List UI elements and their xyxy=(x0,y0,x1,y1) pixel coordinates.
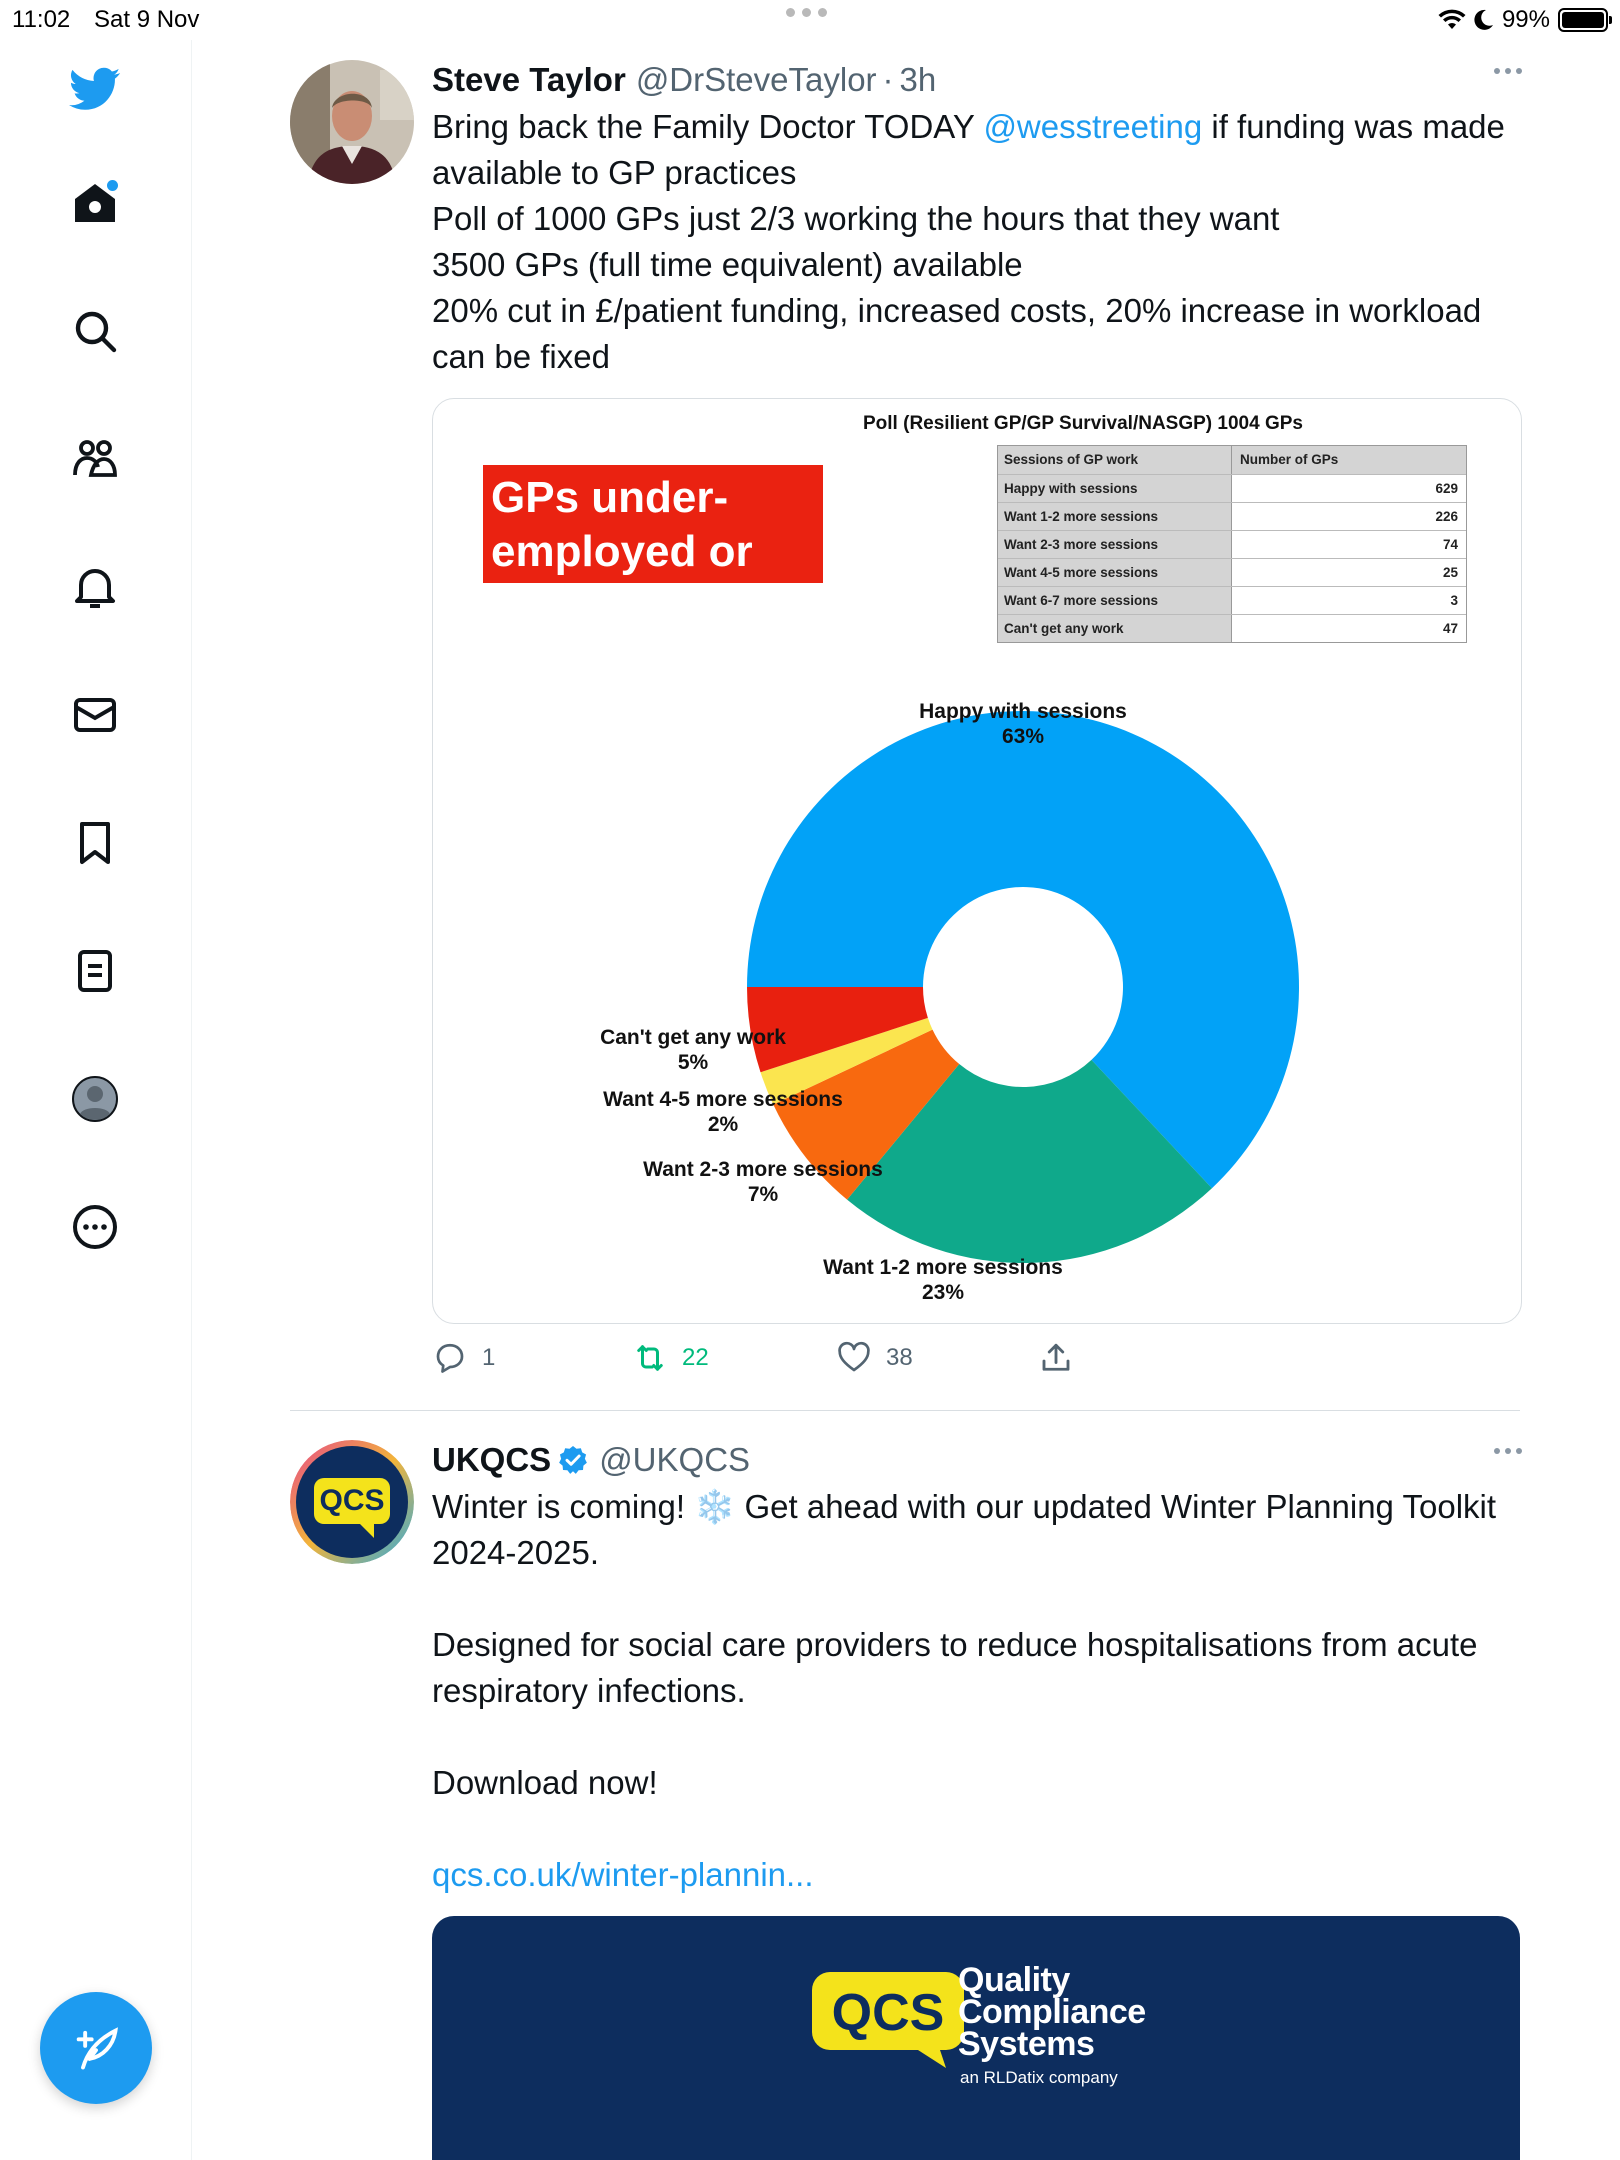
more-circle-icon[interactable] xyxy=(66,1198,124,1256)
moon-icon xyxy=(1474,9,1494,31)
table-cell: 226 xyxy=(1232,503,1466,530)
tweet-time[interactable]: 3h xyxy=(899,61,937,98)
donut-chart xyxy=(433,399,1521,1323)
donut-label-want-4-5 xyxy=(603,1087,843,1137)
donut-label-percent: 63% xyxy=(1001,725,1045,748)
table-cell: 3 xyxy=(1232,587,1466,614)
donut-label-happy xyxy=(919,699,1127,749)
tweet-text-part: if funding was made available to GP practices Poll of 1000 GPs just 2/3 working the hours that they want 3500 GPs (full time equivalent) available 20% cut in £/patient funding, increased costs, 20% increase in workload can be fixed xyxy=(432,108,1505,375)
donut-label-percent: 5% xyxy=(677,1051,709,1074)
tweet-header xyxy=(432,58,1522,102)
bell-icon[interactable] xyxy=(66,558,124,616)
profile-icon[interactable] xyxy=(66,1070,124,1128)
tweet-text xyxy=(432,1484,1522,1576)
status-right xyxy=(1438,6,1608,34)
reply-button[interactable] xyxy=(432,1340,495,1376)
table-cell: Happy with sessions xyxy=(998,475,1232,502)
table-header: Number of GPs xyxy=(1232,446,1466,474)
tweet-paragraph: Designed for social care providers to reduce hospitalisations from acute respiratory infections. xyxy=(432,1626,1478,1709)
donut-label-category: Happy with sessions xyxy=(919,700,1127,723)
donut-label-want-2-3 xyxy=(643,1157,883,1207)
table-cell: 25 xyxy=(1232,559,1466,586)
tweet-header xyxy=(432,1438,1522,1482)
author-handle[interactable]: @UKQCS xyxy=(599,1441,751,1478)
headline-box: GPs under-employed or out of work xyxy=(483,465,823,583)
table-cell: 47 xyxy=(1232,615,1466,642)
donut-label-category: Want 4-5 more sessions xyxy=(603,1088,843,1111)
qcs-logo-icon xyxy=(808,1964,968,2074)
donut-label-percent: 23% xyxy=(921,1281,965,1304)
like-button[interactable] xyxy=(836,1340,913,1376)
list-icon[interactable] xyxy=(66,942,124,1000)
status-time: 11:02 xyxy=(12,6,71,33)
donut-label-category: Want 2-3 more sessions xyxy=(643,1158,883,1181)
qcs-tagline: an RLDatix company xyxy=(960,2068,1118,2087)
donut-label-category: Want 1-2 more sessions xyxy=(823,1256,1063,1279)
avatar-steve-taylor[interactable] xyxy=(290,60,414,184)
qcs-brand-name xyxy=(958,1961,1146,2063)
tweet-divider xyxy=(290,1410,1520,1411)
table-cell: Want 4-5 more sessions xyxy=(998,559,1232,586)
verified-badge-icon xyxy=(557,1444,589,1476)
table-cell: Want 6-7 more sessions xyxy=(998,587,1232,614)
tweet-text xyxy=(432,104,1522,380)
tweet-paragraph: Download now! xyxy=(432,1764,658,1801)
donut-label-no-work xyxy=(600,1025,786,1075)
poll-chart-image xyxy=(433,399,1521,1323)
retweet-icon xyxy=(632,1340,668,1376)
tweet-text-part: Bring back the Family Doctor TODAY xyxy=(432,108,984,145)
tweet-actions xyxy=(432,1340,1082,1384)
qcs-logo-text: QCS xyxy=(831,1984,945,2042)
donut-label-percent: 7% xyxy=(747,1183,779,1206)
table-cell: 629 xyxy=(1232,475,1466,502)
donut-label-category: Can't get any work xyxy=(600,1026,786,1049)
multitask-dots-icon[interactable] xyxy=(786,8,827,17)
brand-line: Systems xyxy=(958,2025,1095,2063)
sidebar xyxy=(0,40,192,2160)
home-icon[interactable] xyxy=(66,174,124,232)
author-name[interactable]: UKQCS xyxy=(432,1441,552,1478)
tweet-image[interactable] xyxy=(432,398,1522,1324)
share-icon xyxy=(1038,1340,1074,1376)
reply-count: 1 xyxy=(482,1344,496,1371)
table-cell: Want 1-2 more sessions xyxy=(998,503,1232,530)
more-options-icon[interactable] xyxy=(1494,68,1522,74)
home-notification-dot xyxy=(107,180,118,191)
status-bar xyxy=(0,0,1620,40)
table-cell: Want 2-3 more sessions xyxy=(998,531,1232,558)
author-name[interactable]: Steve Taylor xyxy=(432,61,626,98)
poll-title: Poll (Resilient GP/GP Survival/NASGP) 1004 GPs xyxy=(863,413,1303,434)
donut-label-percent: 2% xyxy=(707,1113,739,1136)
reply-icon xyxy=(432,1340,468,1376)
separator: · xyxy=(882,61,894,98)
brand-line: Quality xyxy=(958,1961,1070,1999)
twitter-bird-icon[interactable] xyxy=(66,60,124,118)
tweet-text-part: Winter is coming! xyxy=(432,1488,695,1525)
mention-link[interactable]: @wesstreeting xyxy=(983,108,1203,145)
link-card[interactable] xyxy=(432,1916,1520,2160)
bookmark-icon[interactable] xyxy=(66,814,124,872)
battery-percent: 99% xyxy=(1501,6,1550,33)
avatar-logo-text: QCS xyxy=(319,1484,385,1517)
wifi-icon xyxy=(1438,9,1466,31)
retweet-count: 22 xyxy=(682,1344,709,1371)
tweet-text-part: Get ahead with our updated Winter Planning Toolkit 2024-2025. xyxy=(432,1488,1497,1571)
like-count: 38 xyxy=(886,1344,913,1371)
snowflake-emoji: ❄️ xyxy=(694,1488,736,1525)
heart-icon xyxy=(836,1340,872,1376)
qcs-card-image xyxy=(432,1916,1520,2160)
more-options-icon[interactable] xyxy=(1494,1448,1522,1454)
avatar-ukqcs[interactable] xyxy=(290,1440,414,1564)
table-cell: Can't get any work xyxy=(998,615,1232,642)
brand-line: Compliance xyxy=(958,1993,1146,2031)
mail-icon[interactable] xyxy=(66,686,124,744)
retweet-button[interactable] xyxy=(632,1340,709,1376)
compose-button[interactable] xyxy=(40,1992,152,2104)
timeline xyxy=(192,40,1620,2160)
table-cell: 74 xyxy=(1232,531,1466,558)
author-handle[interactable]: @DrSteveTaylor xyxy=(635,61,877,98)
communities-icon[interactable] xyxy=(66,430,124,488)
table-header: Sessions of GP work xyxy=(998,446,1232,474)
search-icon[interactable] xyxy=(66,302,124,360)
tweet-link[interactable]: qcs.co.uk/winter-plannin... xyxy=(432,1856,814,1893)
status-date: Sat 9 Nov xyxy=(94,6,200,33)
share-button[interactable] xyxy=(1038,1340,1074,1376)
donut-label-want-1-2 xyxy=(823,1255,1063,1305)
compose-feather-icon xyxy=(70,2022,122,2074)
battery-icon xyxy=(1558,8,1608,32)
